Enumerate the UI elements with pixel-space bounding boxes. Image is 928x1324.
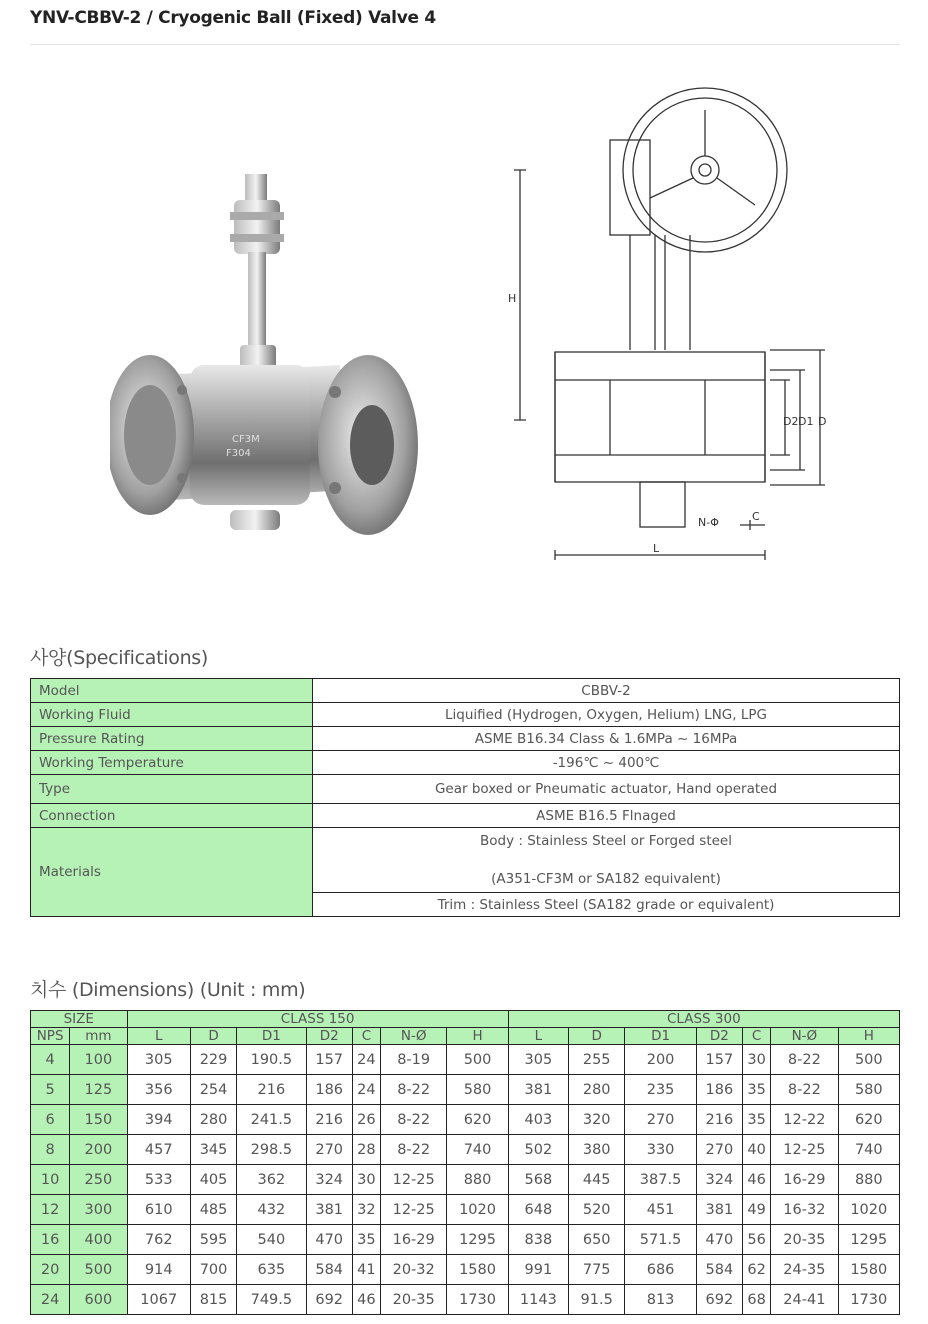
dim-cell: 1580 [447,1255,508,1285]
dim-cell: 46 [352,1285,380,1315]
dim-column-header: N-Ø [771,1028,838,1045]
dim-cell: 8-22 [380,1105,446,1135]
dim-cell: 650 [569,1225,625,1255]
dim-cell: 648 [508,1195,568,1225]
dim-row [31,1285,900,1315]
dim-header-row [31,1011,900,1028]
dim-cell: 432 [237,1195,306,1225]
dim-cell: 20-35 [771,1225,838,1255]
dim-label-l: L [653,542,660,555]
dim-body [31,1045,900,1315]
dim-cell: 157 [306,1045,352,1075]
size-cell: 8 [31,1135,70,1165]
dim-cell: 533 [127,1165,190,1195]
dim-column-header: D [569,1028,625,1045]
dim-cell: 1730 [838,1285,899,1315]
dim-row [31,1255,900,1285]
dim-column-header: C [743,1028,771,1045]
valve-drawing [500,80,850,570]
dim-column-header: L [127,1028,190,1045]
spec-value: Gear boxed or Pneumatic actuator, Hand operated [313,775,900,804]
dim-cell: 381 [696,1195,742,1225]
spec-value: Trim : Stainless Steel (SA182 grade or equivalent) [313,893,900,917]
spec-key: Connection [31,804,313,828]
dim-cell: 1730 [447,1285,508,1315]
dim-cell: 692 [306,1285,352,1315]
size-cell: 6 [31,1105,70,1135]
dim-cell: 380 [569,1135,625,1165]
dim-cell: 235 [625,1075,696,1105]
dim-cell: 991 [508,1255,568,1285]
valve-photo [110,160,430,560]
dim-cell: 914 [127,1255,190,1285]
dim-cell: 270 [306,1135,352,1165]
dim-row [31,1105,900,1135]
dim-cell: 1067 [127,1285,190,1315]
dim-column-header: H [447,1028,508,1045]
dim-cell: 280 [190,1105,236,1135]
size-cell: 300 [70,1195,127,1225]
dim-cell: 270 [625,1105,696,1135]
spec-row [31,679,900,703]
dim-cell: 8-22 [380,1135,446,1165]
dim-cell: 571.5 [625,1225,696,1255]
spec-row [31,804,900,828]
size-cell: 200 [70,1135,127,1165]
size-cell: 150 [70,1105,127,1135]
spec-value: ASME B16.5 Flnaged [313,804,900,828]
dim-cell: 838 [508,1225,568,1255]
dim-cell: 216 [306,1105,352,1135]
size-cell: 125 [70,1075,127,1105]
dim-cell: 20-35 [380,1285,446,1315]
dim-cell: 686 [625,1255,696,1285]
dim-label-d1: D1 [798,415,814,428]
dim-cell: 740 [838,1135,899,1165]
dim-cell: 580 [838,1075,899,1105]
dim-cell: 387.5 [625,1165,696,1195]
size-cell: 500 [70,1255,127,1285]
dim-cell: 68 [743,1285,771,1315]
dim-cell: 345 [190,1135,236,1165]
dim-cell: 635 [237,1255,306,1285]
spec-key: Model [31,679,313,703]
dim-cell: 500 [838,1045,899,1075]
dim-cell: 46 [743,1165,771,1195]
dim-cell: 12-22 [771,1105,838,1135]
size-header: SIZE [31,1011,128,1028]
spec-value: Liquified (Hydrogen, Oxygen, Helium) LNG, LPG [313,703,900,727]
casting-mark: CF3M [232,434,260,445]
dim-cell: 254 [190,1075,236,1105]
dim-column-header: C [352,1028,380,1045]
spec-key: Materials [31,828,313,917]
size-cell: 5 [31,1075,70,1105]
size-cell: 600 [70,1285,127,1315]
dim-cell: 216 [237,1075,306,1105]
dim-cell: 403 [508,1105,568,1135]
dim-cell: 8-22 [771,1045,838,1075]
dim-column-header: L [508,1028,568,1045]
dim-cell: 298.5 [237,1135,306,1165]
dim-cell: 580 [447,1075,508,1105]
dim-cell: 280 [569,1075,625,1105]
spec-row [31,828,900,893]
dim-column-header: mm [70,1028,127,1045]
dim-cell: 1020 [447,1195,508,1225]
dim-cell: 451 [625,1195,696,1225]
dim-cell: 324 [306,1165,352,1195]
dimensions-table [30,1010,900,1315]
dim-cell: 12-25 [380,1165,446,1195]
spec-value: -196℃ ~ 400℃ [313,751,900,775]
dim-cell: 740 [447,1135,508,1165]
dim-cell: 1580 [838,1255,899,1285]
spec-row [31,727,900,751]
dim-cell: 91.5 [569,1285,625,1315]
size-cell: 16 [31,1225,70,1255]
dim-cell: 30 [743,1045,771,1075]
title-divider [30,44,900,45]
dim-cell: 241.5 [237,1105,306,1135]
dim-row [31,1075,900,1105]
dim-cell: 157 [696,1045,742,1075]
dim-cell: 1295 [447,1225,508,1255]
dim-cell: 40 [743,1135,771,1165]
dim-label-n: N-Φ [698,516,719,529]
dim-cell: 540 [237,1225,306,1255]
dim-cell: 255 [569,1045,625,1075]
dim-cell: 470 [306,1225,352,1255]
dim-cell: 584 [696,1255,742,1285]
dim-cell: 186 [696,1075,742,1105]
size-cell: 10 [31,1165,70,1195]
size-cell: 400 [70,1225,127,1255]
dim-cell: 568 [508,1165,568,1195]
spec-heading: 사양(Specifications) [30,647,209,669]
casting-mark: F304 [226,448,251,459]
dim-cell: 8-22 [380,1075,446,1105]
dim-cell: 362 [237,1165,306,1195]
dim-column-header: D2 [696,1028,742,1045]
dim-cell: 1020 [838,1195,899,1225]
spec-value: ASME B16.34 Class & 1.6MPa ~ 16MPa [313,727,900,751]
materials-body-line: (A351-CF3M or SA182 equivalent) [491,871,721,887]
dim-row [31,1135,900,1165]
dim-cell: 584 [306,1255,352,1285]
dim-cell: 190.5 [237,1045,306,1075]
dim-cell: 320 [569,1105,625,1135]
spec-table [30,678,900,917]
dim-heading: 치수 (Dimensions) (Unit : mm) [30,979,306,1001]
size-cell: 250 [70,1165,127,1195]
dim-cell: 270 [696,1135,742,1165]
dim-cell: 24 [352,1045,380,1075]
dim-cell: 28 [352,1135,380,1165]
dim-cell: 381 [306,1195,352,1225]
dim-cell: 700 [190,1255,236,1285]
dim-cell: 62 [743,1255,771,1285]
dim-cell: 692 [696,1285,742,1315]
dim-cell: 200 [625,1045,696,1075]
dim-cell: 1295 [838,1225,899,1255]
dim-cell: 20-32 [380,1255,446,1285]
dim-cell: 381 [508,1075,568,1105]
dim-cell: 305 [127,1045,190,1075]
dim-cell: 8-19 [380,1045,446,1075]
dim-cell: 24-35 [771,1255,838,1285]
size-cell: 20 [31,1255,70,1285]
dim-cell: 470 [696,1225,742,1255]
dim-label-h: H [508,292,517,305]
spec-key: Working Fluid [31,703,313,727]
size-cell: 12 [31,1195,70,1225]
size-cell: 100 [70,1045,127,1075]
class300-header: CLASS 300 [508,1011,899,1028]
dim-cell: 485 [190,1195,236,1225]
dim-cell: 749.5 [237,1285,306,1315]
dim-cell: 502 [508,1135,568,1165]
dim-label-d2: D2 [783,415,799,428]
page-title: YNV-CBBV-2 / Cryogenic Ball (Fixed) Valve 4 [30,8,436,28]
dim-cell: 24 [352,1075,380,1105]
dim-cell: 26 [352,1105,380,1135]
dim-cell: 16-29 [380,1225,446,1255]
spec-key: Pressure Rating [31,727,313,751]
dim-cell: 330 [625,1135,696,1165]
dim-column-header: N-Ø [380,1028,446,1045]
dim-label-d: D [818,415,827,428]
dim-row [31,1165,900,1195]
dim-cell: 620 [838,1105,899,1135]
dim-cell: 595 [190,1225,236,1255]
dim-row [31,1195,900,1225]
spec-value [313,828,900,893]
dim-cell: 8-22 [771,1075,838,1105]
dim-cell: 30 [352,1165,380,1195]
dim-cell: 775 [569,1255,625,1285]
dim-cell: 762 [127,1225,190,1255]
dim-cell: 24-41 [771,1285,838,1315]
spec-key: Working Temperature [31,751,313,775]
materials-body-line: Body : Stainless Steel or Forged steel [480,833,732,849]
dim-column-header: D2 [306,1028,352,1045]
spec-row [31,751,900,775]
dim-cell: 216 [696,1105,742,1135]
spec-value: CBBV-2 [313,679,900,703]
dim-cell: 813 [625,1285,696,1315]
dim-column-header: NPS [31,1028,70,1045]
spec-row [31,703,900,727]
dim-cell: 16-32 [771,1195,838,1225]
dim-cell: 457 [127,1135,190,1165]
dim-cell: 12-25 [380,1195,446,1225]
dim-cell: 520 [569,1195,625,1225]
dim-cell: 324 [696,1165,742,1195]
dim-cell: 305 [508,1045,568,1075]
spec-row [31,775,900,804]
size-cell: 24 [31,1285,70,1315]
dim-cell: 49 [743,1195,771,1225]
dim-cell: 880 [447,1165,508,1195]
dim-column-header: D1 [625,1028,696,1045]
dim-cell: 35 [743,1075,771,1105]
dim-row [31,1045,900,1075]
dim-cell: 56 [743,1225,771,1255]
dim-cell: 356 [127,1075,190,1105]
dim-cell: 500 [447,1045,508,1075]
dim-cell: 32 [352,1195,380,1225]
dim-cell: 16-29 [771,1165,838,1195]
dim-row [31,1225,900,1255]
dim-cell: 815 [190,1285,236,1315]
dim-cell: 405 [190,1165,236,1195]
dim-cell: 229 [190,1045,236,1075]
dim-cell: 186 [306,1075,352,1105]
size-cell: 4 [31,1045,70,1075]
dim-cell: 1143 [508,1285,568,1315]
dim-column-header: D1 [237,1028,306,1045]
dim-column-header: H [838,1028,899,1045]
dim-column-row [31,1028,900,1045]
dim-cell: 394 [127,1105,190,1135]
spec-key: Type [31,775,313,804]
dim-cell: 12-25 [771,1135,838,1165]
dim-cell: 35 [743,1105,771,1135]
dim-cell: 610 [127,1195,190,1225]
class150-header: CLASS 150 [127,1011,508,1028]
dim-column-header: D [190,1028,236,1045]
dim-cell: 41 [352,1255,380,1285]
dim-label-c: C [752,510,760,523]
dim-cell: 445 [569,1165,625,1195]
dim-cell: 880 [838,1165,899,1195]
dim-cell: 35 [352,1225,380,1255]
dim-cell: 620 [447,1105,508,1135]
